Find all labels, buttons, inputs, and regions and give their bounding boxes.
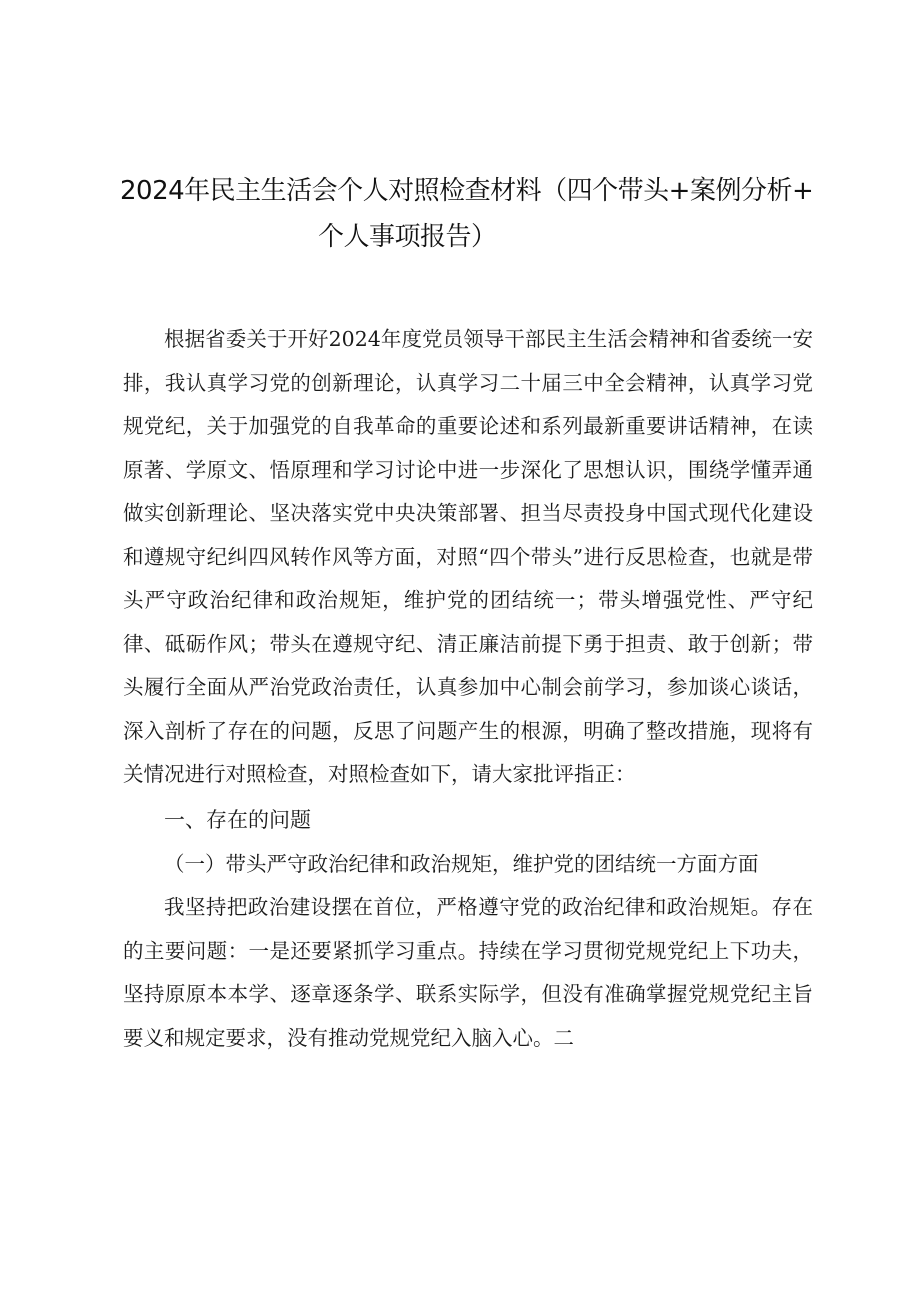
- intro-paragraph: 根据省委关于开好2024年度党员领导干部民主生活会精神和省委统一安排，我认真学习党的创新理论，认真学习二十届三中全会精神，认真学习党规党纪，关于加强党的自我革命的重要论述和系列最新重要讲话精神，在读原著、学原文、悟原理和学习讨论中进一步深化了思想认识，围绕学懂弄通做实创新理论、坚决落实党中央决策部署、担当尽责投身中国式现代化建设和遵规守纪纠四风转作风等方面，对照“四个带头”进行反思检查，也就是带头严守政治纪律和政治规矩，维护党的团结统一；带头增强党性、严守纪律、砥砺作风；带头在遵规守纪、清正廉洁前提下勇于担责、敢于创新；带头履行全面从严治党政治责任，认真参加中心制会前学习，参加谈心谈话，深入剖析了存在的问题，反思了问题产生的根源，明确了整改措施，现将有关情况进行对照检查，对照检查如下，请大家批评指正：: [123, 327, 813, 786]
- section-heading-problems: 一、存在的问题: [164, 807, 311, 832]
- body-paragraph: 我坚持把政治建设摆在首位，严格遵守党的政治纪律和政治规矩。存在的主要问题：一是还要紧抓学习重点。持续在学习贯彻党规党纪上下功夫，坚持原原本本学、逐章逐条学、联系实际学，但没有准确掌握党规党纪主旨要义和规定要求，没有推动党规党纪入脑入心。二: [123, 895, 813, 1050]
- subsection-heading-political-discipline: （一）带头严守政治纪律和政治规矩，维护党的团结统一方面方面: [164, 851, 759, 876]
- title-line-1: 2024年民主生活会个人对照检查材料（四个带头+案例分析+: [120, 176, 814, 206]
- document-title: [110, 168, 830, 260]
- document-body: [123, 318, 813, 1060]
- title-line-2: 个人事项报告）: [318, 222, 497, 252]
